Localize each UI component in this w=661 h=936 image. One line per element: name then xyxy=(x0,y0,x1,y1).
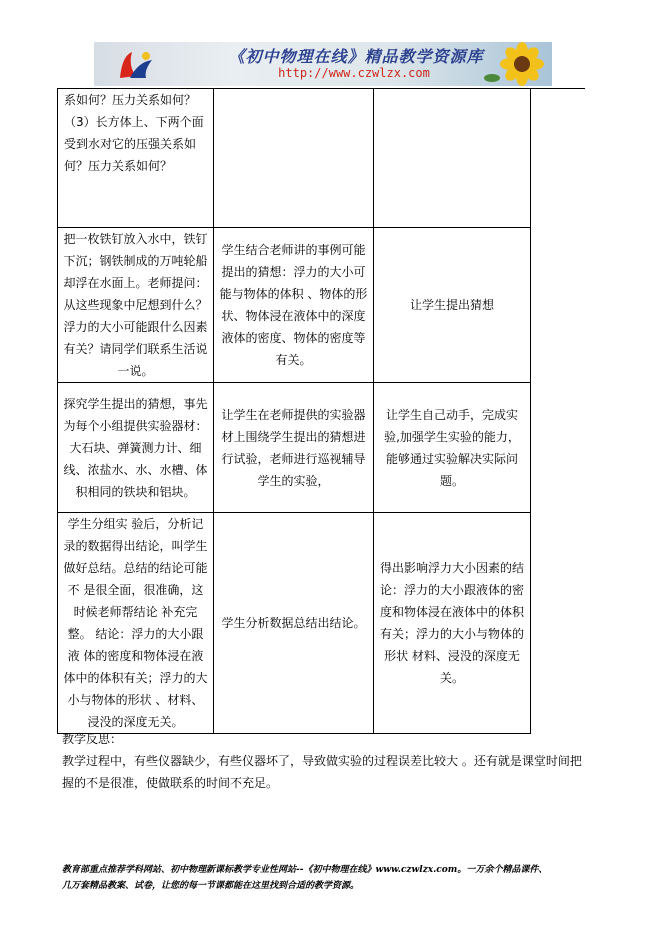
student-activity-cell: 学生分析数据总结出结论。 xyxy=(214,513,374,734)
sunflower-icon xyxy=(482,42,548,86)
banner-title: 《初中物理在线》精品教学资源库 xyxy=(228,47,484,66)
design-intent-cell: 让学生自己动手，完成实验,加强学生实验的能力，能够通过实验解决实际问题。 xyxy=(374,383,531,513)
header-banner xyxy=(94,42,552,86)
design-intent-cell xyxy=(374,89,531,228)
design-intent-cell: 让学生提出猜想 xyxy=(374,228,531,383)
page-footer xyxy=(62,862,602,894)
teacher-activity-cell: 把一枚铁钉放入水中，铁钉下沉；钢铁制成的万吨轮船却浮在水面上。老师提问：从这些现象中尼想到什么？浮力的大小可能跟什么因素有关？请同学们联系生活说一说。 xyxy=(58,228,214,383)
teacher-activity-cell: 系如何？压力关系如何？（3）长方体上、下两个面受到水对它的压强关系如何？压力关系如何？ xyxy=(58,89,214,228)
student-activity-cell: 学生结合老师讲的事例可能提出的猜想：浮力的大小可能与物体的体积 、物体的形状、物体浸在液体中的深度 液体的密度、物体的密度等有关。 xyxy=(214,228,374,383)
teacher-activity-cell: 探究学生提出的猜想，事先为每个小组提供实验器材：大石块、弹簧测力计、细线、浓盐水、水、水槽、体积相同的铁块和铝块。 xyxy=(58,383,214,513)
banner-url[interactable]: http://www.czwlzx.com xyxy=(278,66,430,80)
lesson-table xyxy=(57,88,531,734)
design-intent-cell: 得出影响浮力大小因素的结论：浮力的大小跟液体的密度和物体浸在液体中的体积有关；浮力的大小与物体的形状 材料、浸没的深度无关。 xyxy=(374,513,531,734)
reflection-body: 教学过程中，有些仪器缺少，有些仪器坏了，导致做实验的过程误差比较大 。还有就是课堂时间把握的不是很准，使做联系的时间不充足。 xyxy=(62,754,582,790)
table-row xyxy=(58,228,531,383)
footer-line-1: 教育部重点推荐学科网站、初中物理新课标教学专业性网站--《初中物理在线》www.czwlzx.com。一万余个精品课件、 xyxy=(62,865,548,875)
table-row xyxy=(58,383,531,513)
teaching-reflection xyxy=(62,728,592,794)
footer-line-2: 几万套精品教案、试卷，让您的每一节课都能在这里找到合适的教学资源。 xyxy=(62,881,360,891)
student-activity-cell xyxy=(214,89,374,228)
site-logo-icon xyxy=(116,48,156,82)
table-row xyxy=(58,89,531,228)
reflection-title: 教学反思： xyxy=(62,732,123,746)
table-row xyxy=(58,513,531,734)
teacher-activity-cell: 学生分组实 验后，分析记录的数据得出结论，叫学生做好总结。总结的结论可能不 是很全面，很准确，这时候老师帮结论 补充完整。 结论：浮力的大小跟液 体的密度和物体浸在液体中的体积有关；浮力的大小与物体的形状 、材料、浸没的深度无关。 xyxy=(58,513,214,734)
student-activity-cell: 让学生在老师提供的实验器材上围绕学生提出的猜想进行试验，老师进行巡视辅导学生的实验， xyxy=(214,383,374,513)
